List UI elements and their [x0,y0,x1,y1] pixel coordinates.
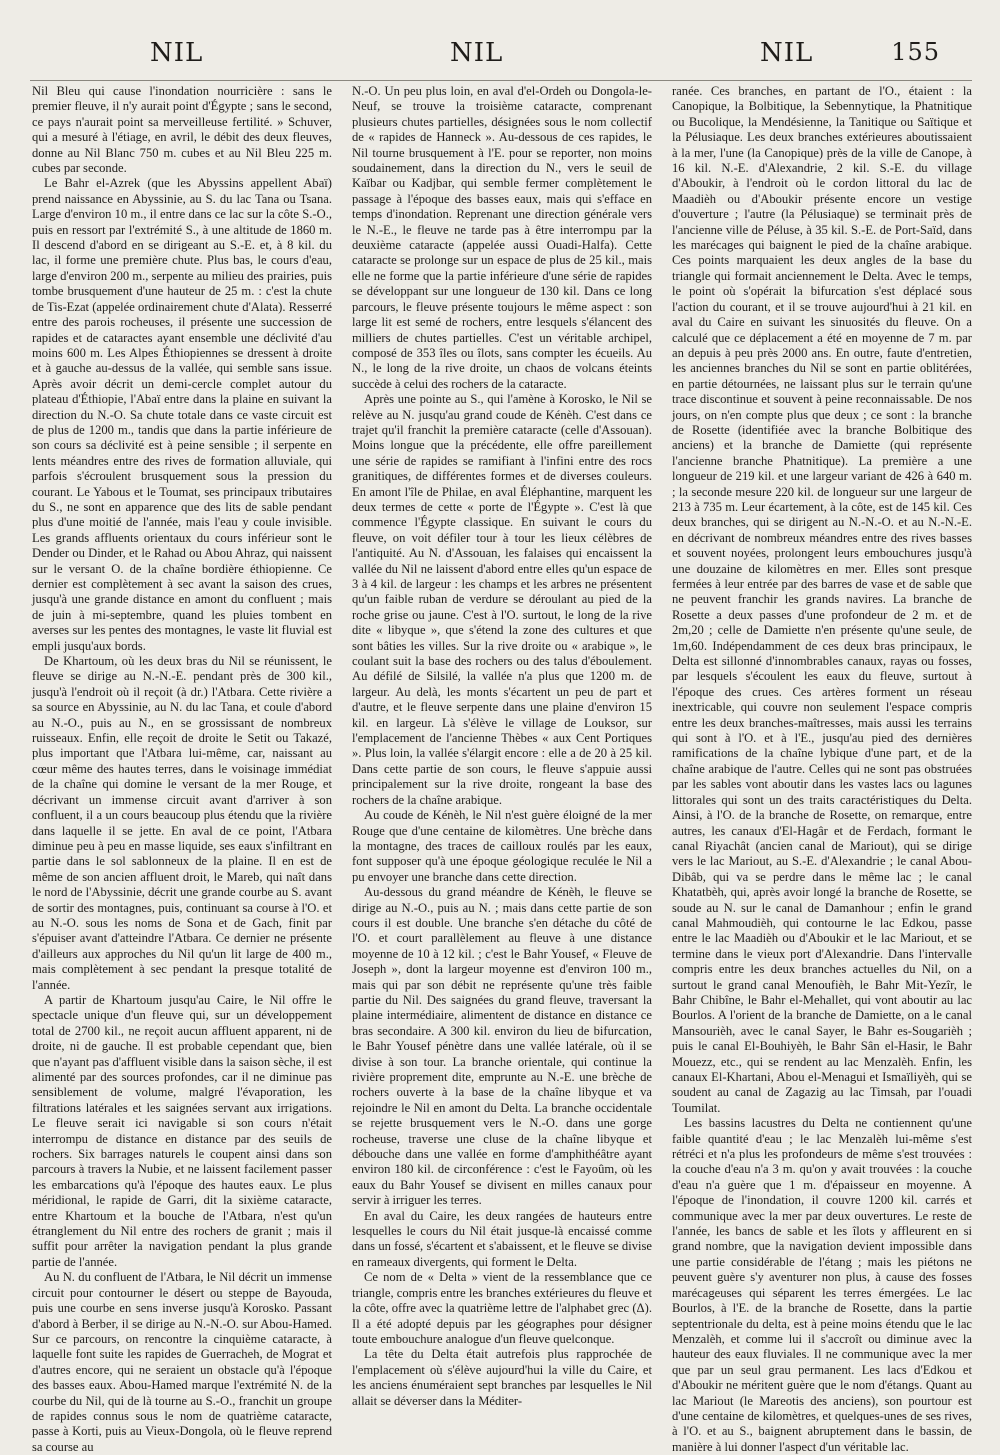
paragraph: Au-dessous du grand méandre de Kénèh, le fleuve se dirige au N.-O., puis au N. ; mais dans cette partie de son cours il est double. Une branche s'en détache du côté de l'O. et court parallèlement au fleuve à une distance moyenne de 10 à 12 kil. ; c'est le Bahr Yousef, « Fleuve de Joseph », dont la largeur moyenne est d'environ 100 m., mais qui par son débit ne représente qu'une très faible partie du Nil. Des saignées du grand fleuve, traversant la plaine intermédiaire, alimentent de distance en distance ce bras secondaire. A 300 kil. environ du lieu de bifurcation, le Bahr Yousef pénètre dans une vallée latérale, où il se divise à son tour. La branche orientale, qui continue la rivière proprement dite, emprunte au N.-E. une brèche de rochers ouverte à la base de la chaîne libyque et va rejoindre le Nil en amont du Delta. La branche occidentale se rejette brusquement vers le N.-O. dans une gorge rocheuse, traverse une cluse de la chaîne libyque et débouche dans une vallée en forme d'amphithéâtre ayant environ 180 kil. de circonférence : c'est le Fayoûm, où les eaux du Bahr Yousef se divisent en milles canaux pour servir à irriguer les terres. [352,885,652,1208]
paragraph: De Khartoum, où les deux bras du Nil se réunissent, le fleuve se dirige au N.-N.-E. pendant près de 300 kil., jusqu'à l'endroit où il reçoit (à dr.) l'Atbara. Cette rivière a sa source en Abyssinie, au N. du lac Tana, et coule d'abord au N.-O., puis au N., en se grossissant de nombreux ruisseaux. Enfin, elle reçoit de droite le Setit ou Takazé, plus important que l'Atbara lui-même, car, naissant au cœur même des hautes terres, dans le voisinage immédiat de la chaîne qui domine le versant de la mer Rouge, et décrivant un immense circuit avant d'arriver à son confluent, il a un cours beaucoup plus étendu que la rivière dans laquelle il se jette. En aval de ce point, l'Atbara diminue peu à peu en masse liquide, ses eaux s'infiltrant en partie dans le sol sablonneux de la plaine. Il en est de même de son ancien affluent droit, le Mareb, qui naît dans le nord de l'Abyssinie, décrit une grande courbe au S. avant de sortir des montagnes, puis, continuant sa course à l'O. et au N.-O. sous les noms de Sona et de Gach, finit par s'épuiser avant d'atteindre l'Atbara. Ce dernier ne présente d'ailleurs aux approches du Nil qu'un lit large de 400 m., mais complètement à sec pendant la presque totalité de l'année. [32,654,332,992]
paragraph: A partir de Khartoum jusqu'au Caire, le Nil offre le spectacle unique d'un fleuve qui, sur un développement total de 2700 kil., ne reçoit aucun affluent apparent, ni de droite, ni de gauche. Il est probable cependant que, bien que n'ayant pas d'affluent visible dans la saison sèche, il est alimenté par des sources profondes, car il ne diminue pas sensiblement de volume, malgré l'évaporation, les filtrations latérales et les saignées servant aux irrigations. Le fleuve serait ici navigable si son cours n'était interrompu de distance en distance par des seuils de rochers. Six barrages naturels le coupent ainsi dans son parcours à travers la Nubie, et ne laissent facilement passer les embarcations qu'à l'époque des hautes eaux. Le plus méridional, le rapide de Garri, dit la sixième cataracte, entre Khartoum et la bouche de l'Atbara, n'est qu'un étranglement du Nil entre des rochers de granit ; mais il suffit pour arrêter la navigation pendant la plus grande partie de l'année. [32,992,332,1269]
column-3 [672,84,972,1454]
paragraph: Le Bahr el-Azrek (que les Abyssins appellent Abaï) prend naissance en Abyssinie, au S. du lac Tana ou Tsana. Large d'environ 10 m., il entre dans ce lac sur la côte S.-O., puis en ressort par l'extrémité S., à une altitude de 1860 m. Il descend d'abord en se dirigeant au S.-E. et, à 8 kil. du lac, il forme une première chute. Plus bas, le cours d'eau, large d'environ 200 m., serpente au milieu des prairies, puis tombe brusquement d'une hauteur de 25 m. : c'est la chute de Tis-Ezat (appelée ordinairement chute d'Alata). Resserré entre des parois rocheuses, il présente une succession de rapides et de cataractes ayant ensemble une déclivité d'au moins 600 m. Les Alpes Éthiopiennes se dressent à droite et à gauche au-dessus de la vallée, qui semble sans issue. Après avoir décrit un demi-cercle complet autour du plateau d'Éthiopie, l'Abaï entre dans la plaine en suivant la direction du N.-O. Sa chute totale dans ce vaste circuit est de plus de 1200 m., tandis que dans la partie inférieure de son cours sa déclivité est à peine sensible ; il serpente en lents méandres entre des rives de formation alluviale, qui parfois s'écroulent brusquement sous la pression du courant. Le Yabous et le Toumat, ses principaux tributaires du S., ne sont en apparence que des lits de sable pendant plus d'une moitié de l'année, mais l'eau y coule invisible. Les grands affluents orientaux du cours inférieur sont le Dender ou Dinder, et le Rahad ou Abou Ahraz, qui naissent sur le versant O. de la chaîne bordière éthiopienne. Ce dernier est complètement à sec avant la saison des crues, jusqu'à une grande distance en amont du confluent ; mais de juin à mi-septembre, quand les pluies tombent en averses sur les pentes des montagnes, le vaste lit fluvial est empli jusqu'aux bords. [32,176,333,653]
paragraph: En aval du Caire, les deux rangées de hauteurs entre lesquelles le cours du Nil était jusque-là encaissé comme dans un fossé, s'écartent et s'abaissent, et le fleuve se divise en rameaux divergents, qui forment le Delta. [352,1208,652,1269]
paragraph: Les bassins lacustres du Delta ne contiennent qu'une faible quantité d'eau ; le lac Menzalèh lui-même s'est rétréci et n'a plus les profondeurs de même s'est trouvées : la couche d'eau n'a 3 m. qu'on y avait trouvées : la couche d'eau n'a guère que 1 m. d'épaisseur en moyenne. A l'époque de l'inondation, il couvre 1200 kil. carrés et communique avec la mer par deux ouvertures. Le reste de l'année, les bancs de sable et les îlots y affleurent en si grand nombre, que la navigation devient impossible dans une partie considérable de l'étang ; mais les piétons ne peuvent guère s'y aventurer non plus, à cause des fosses marécageuses qui séparent les terres émergées. Le lac Bourlos, à l'E. de la branche de Rosette, dans la partie septentrionale du delta, est à peine moins étendu que le lac Menzalèh, et comme lui il s'accroît ou diminue avec la hauteur des eaux fluviales. Il ne communique avec la mer que par un seul grau permanent. Les lacs d'Edkou et d'Aboukir ne méritent guère que le nom d'étangs. Quant au lac Mariout (le Mareotis des anciens), son pourtour est d'une centaine de kilomètres, et quelques-unes de ses rives, à l'O. et au S., baignent abruptement dans le bassin, de manière à lui donner l'aspect d'un véritable lac. [672,1116,972,1454]
paragraph: Après une pointe au S., qui l'amène à Korosko, le Nil se relève au N. jusqu'au grand coude de Kénèh. C'est dans ce trajet qu'il franchit la première cataracte (celle d'Assouan). Moins longue que la précédente, elle offre pareillement une série de rapides se ramifiant à l'infini entre des rocs granitiques, de différentes formes et de diverses couleurs. En amont l'île de Philae, en aval Éléphantine, marquent les deux termes de cette « porte de l'Égypte ». C'est là que commence l'Égypte classique. En suivant le cours du fleuve, on voit défiler tour à tour les lieux célèbres de l'antiquité. Au N. d'Assouan, les falaises qui encaissent la vallée du Nil ne laissent d'abord entre elles qu'un espace de 3 à 4 kil. de largeur : les champs et les arbres ne présentent qu'un faible ruban de verdure se déroulant au pied de la roche grise ou jaune. C'est à l'O. surtout, le long de la rive dite « libyque », que s'étend la zone des cultures et que sont bâties les villes. Sur la rive droite ou « arabique », le coulant suit la base des rochers ou des talus d'éboulement. Au défilé de Silsilé, la vallée n'a plus que 1200 m. de largeur. Au delà, les monts s'écartent un peu de part et d'autre, et le fleuve serpente dans une plaine d'environ 15 kil. en largeur. Là s'élève le village de Louksor, sur l'emplacement de l'ancienne Thèbes « aux Cent Portiques ». Plus loin, la vallée s'élargit encore : elle a de 20 à 25 kil. Dans cette partie de son cours, le fleuve s'appuie aussi principalement sur la rive droite, rongeant la base des rochers de la chaîne arabique. [352,392,652,807]
paragraph: N.-O. Un peu plus loin, en aval d'el-Ordeh ou Dongola-le-Neuf, se trouve la troisième cataracte, comprenant plusieurs chutes partielles, désignées sous le nom collectif de « rapides de Hanneck ». Au-dessous de ces rapides, le Nil tourne brusquement à l'E. pour se reporter, non moins soudainement, dans la direction du N., vers le seuil de Kaïbar ou Kadjbar, qui semble fermer complètement le passage à l'époque des basses eaux, mais qui s'efface en temps d'inondation. Reprenant une direction générale vers le N.-E., le fleuve ne tarde pas à être interrompu par la deuxième cataracte (appelée aussi Ouadi-Halfa). Cette cataracte se prolonge sur un espace de plus de 25 kil., mais elle ne forme que la partie inférieure d'une série de rapides se développant sur une longueur de 130 kil. Dans ce long parcours, le fleuve présente toujours le même aspect : son large lit est semé de rochers, entre lesquels s'élancent des milliers de chutes partielles. C'est un véritable archipel, composé de 353 îles ou îlots, sans compter les écueils. Au N., le long de la rive droite, un chaos de volcans éteints succède à celui des rochers de la cataracte. [352,84,652,391]
column-2 [352,84,652,1429]
column-1 [32,84,333,1454]
header-word-right: NIL [760,38,814,68]
paragraph: Ce nom de « Delta » vient de la ressemblance que ce triangle, compris entre les branches extérieures du fleuve et la côte, offre avec la quatrième lettre de l'alphabet grec (Δ). Il a été adopté depuis par les géographes pour désigner toute embouchure analogue d'un fleuve quelconque. [352,1270,652,1346]
paragraph: ranée. Ces branches, en partant de l'O., étaient : la Canopique, la Bolbitique, la Sebennytique, la Phatnitique ou Bucolique, la Mendésienne, la Tanitique ou Saïtique et la Pélusiaque. Les deux branches extérieures aboutissaient à la mer, l'une (la Canopique) près de la ville de Canope, à 16 kil. N.-E. d'Alexandrie, 2 kil. S.-E. du village d'Aboukir, à l'endroit où le cordon littoral du lac de Maadièh ou d'Aboukir présente encore un vestige d'ouverture ; l'autre (la Pélusiaque) se terminait près de l'ancienne ville de Péluse, à 35 kil. S.-E. de Port-Saïd, dans les marécages qui baignent le pied de la chaîne arabique. Ces points marquaient les deux angles de la base du triangle qui formait anciennement le Delta. Avec le temps, le point où s'opérait la bifurcation s'est déplacé sous l'action du courant, et il se trouve aujourd'hui à 21 kil. en aval du Caire en suivant les sinuosités du fleuve. On a calculé que ce déplacement a été en moyenne de 7 m. par an depuis à peu près 2000 ans. En outre, faute d'entretien, les anciennes branches du Nil se sont en partie oblitérées, en partie détournées, ne laissant plus sur le terrain qu'une trace discontinue et souvent à peine reconnaissable. De nos jours, on n'en compte plus que deux ; ce sont : la branche de Rosette (identifiée avec la branche Bolbitique des anciens) et la branche de Damiette (qui représente l'ancienne branche Phatnitique). La première a une longueur de 219 kil. et une largeur variant de 426 à 640 m. ; la seconde mesure 220 kil. de longueur sur une largeur de 213 à 735 m. Leur écartement, à la côte, est de 145 kil. Ces deux branches, qui se dirigent au N.-N.-O. et au N.-N.-E. en décrivant de nombreux méandres entre des rives basses et souvent noyées, prolongent leurs embouchures jusqu'à une douzaine de kilomètres en mer. Elles sont presque fermées à leur entrée par des barres de vase et de sable que ne peuvent franchir les grands navires. La branche de Rosette a deux passes d'une profondeur de 2 m. et de 2m,20 ; celle de Damiette n'en présente qu'une seule, de 1m,60. Indépendamment de ces deux bras principaux, le Delta est sillonné d'innombrables canaux, rayas ou fosses, par lesquels s'écoulent les eaux du fleuve, surtout à l'époque des crues. Ces artères forment un réseau inextricable, qui couvre non seulement l'espace compris entre les deux branches-maîtresses, mais aussi les terrains qui sont à l'O. et à l'E., jusqu'au pied des dernières ramifications de la chaîne lybique d'une part, et de la chaîne arabique de l'autre. Celles qui ne sont pas obstruées par les sables vont aboutir dans les vastes lacs ou lagunes littorales qui sont un des traits caractéristiques du Delta. Ainsi, à l'O. de la branche de Rosette, on remarque, entre autres, les canaux d'El-Hagâr et de Ferdach, formant le canal Riyachât (ancien canal de Mariout), qui se dirige vers le lac Mariout, au S.-E. d'Alexandrie ; le canal Abou-Dibâb, qui va se perdre dans le même lac ; le canal Khatatbèh, qui, après avoir longé la branche de Rosette, se soude au N. sur le canal de Damanhour ; enfin le grand canal Mahmoudièh, qui contourne le lac Edkou, passe entre le lac Maadièh ou d'Aboukir et le lac Mariout, et se termine dans le vieux port d'Alexandrie. Dans l'intervalle compris entre les deux branches actuelles du Nil, on a surtout le grand canal Menoufièh, le Bahr Mit-Yezîr, le Bahr Chibîne, le Bahr el-Mehallet, qui vont aboutir au lac Bourlos. A l'orient de la branche de Damiette, on a le canal Mansourièh, avec le canal Sayer, le Bahr es-Sougarièh ; puis le canal El-Bouhiyèh, le Bahr Sân el-Hasir, le Bahr Mouezz, etc., qui se rendent au lac Menzalèh. Enfin, les canaux El-Khartani, Abou el-Menagui et Ismaïliyèh, qui se soudent au canal de Zagazig au lac Timsah, par l'ouadi Toumilat. [672,84,972,1115]
paragraph: La tête du Delta était autrefois plus rapprochée de l'emplacement où s'élève aujourd'hui la ville du Caire, et les anciens énuméraient sept branches par lesquelles le Nil allait se déverser dans la Méditer- [352,1347,652,1408]
paragraph: Au coude de Kénèh, le Nil n'est guère éloigné de la mer Rouge que d'une centaine de kilomètres. Une brèche dans la montagne, des traces de cailloux roulés par les eaux, font supposer qu'à une époque géologique reculée le Nil a pu envoyer une branche dans cette direction. [352,808,652,884]
header-rule [30,80,972,81]
paragraph: Nil Bleu qui cause l'inondation nourricière : sans le premier fleuve, il n'y aurait point d'Égypte ; sans le second, ce pays n'aurait point sa merveilleuse fertilité. » Schuver, qui a mesuré à l'étiage, en avril, le débit des deux fleuves, donne au Nil Blanc 750 m. cubes et au Nil Bleu 225 m. cubes par seconde. [32,84,332,176]
running-header [150,38,940,74]
text-columns [32,84,972,1454]
page-number: 155 [891,38,940,66]
header-word-center: NIL [450,38,504,68]
header-word-left: NIL [150,38,204,68]
paragraph: Au N. du confluent de l'Atbara, le Nil décrit un immense circuit pour contourner le désert ou steppe de Bayouda, puis une courbe en sens inverse jusqu'à Korosko. Passant d'abord à Berber, il se dirige au N.-N.-O. sur Abou-Hamed. Sur ce parcours, on rencontre la cinquième cataracte, à laquelle font suite les rapides de Guerracheh, de Mograt et d'autres encore, qui ne seraient un obstacle qu'à l'époque des basses eaux. Abou-Hamed marque l'extrémité N. de la courbe du Nil, qui de là tourne au S.-O., franchit un groupe de rapides connus sous le nom de quatrième cataracte, passe à Korti, puis au Vieux-Dongola, où le fleuve reprend sa course au [32,1270,332,1454]
